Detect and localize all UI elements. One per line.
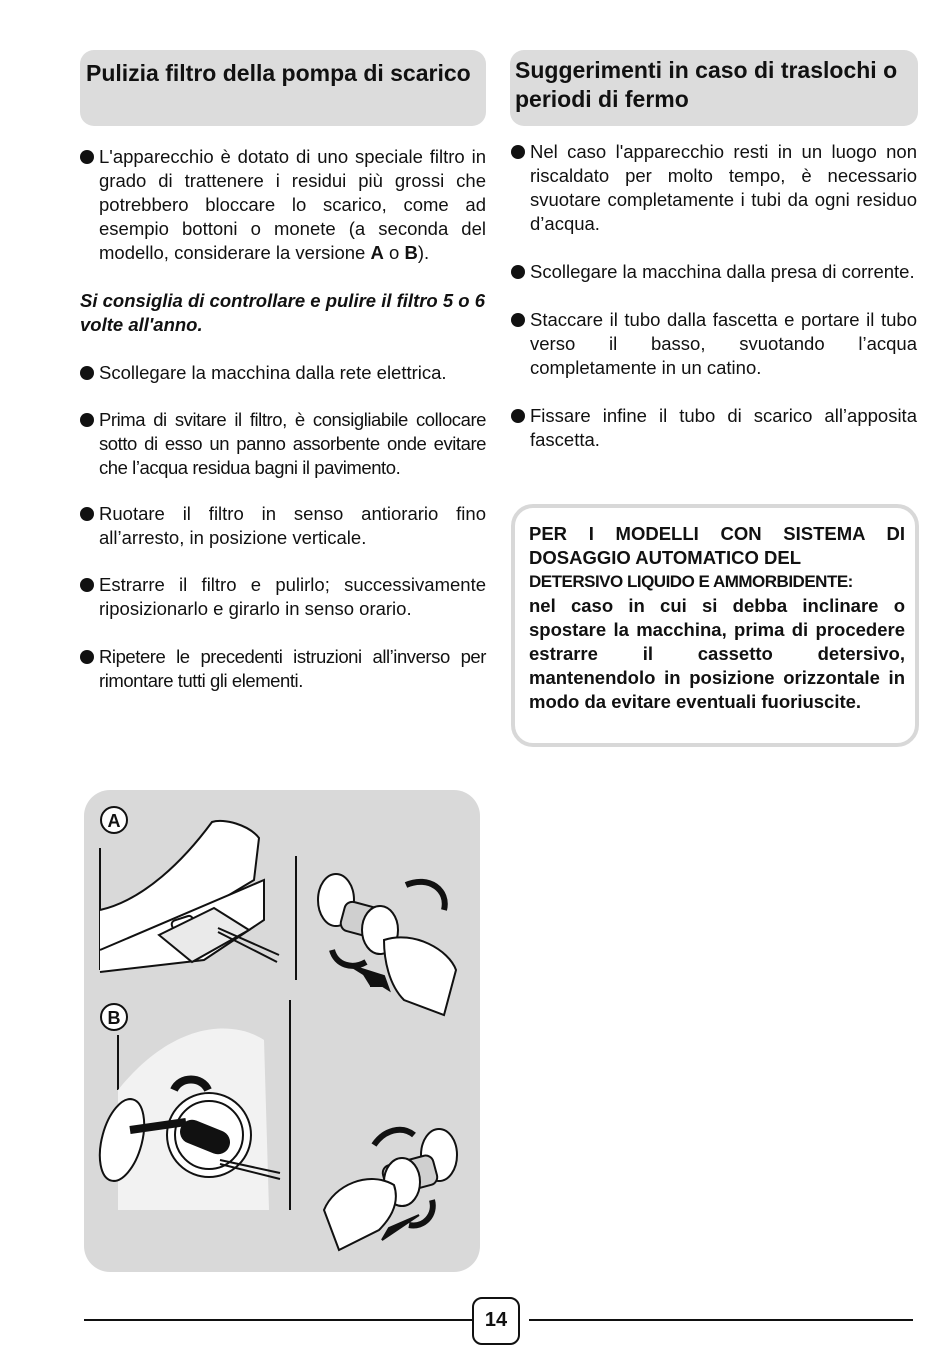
version-b-filter-hand-icon — [324, 1129, 457, 1250]
list-item: Prima di svitare il filtro, è consigliabile collocare sotto di esso un panno assorbente onde evitare che l’acqua residua bagni il pavimento. — [80, 408, 486, 480]
bullet-dot-icon — [511, 409, 525, 423]
page-number: 14 — [472, 1297, 520, 1345]
left-section-heading — [80, 50, 486, 126]
left-column — [80, 145, 486, 693]
bullet-dot-icon — [511, 265, 525, 279]
list-item: Ruotare il filtro in senso antiorario fino all’arresto, in posizione verticale. — [80, 502, 486, 550]
version-a-label: A — [370, 242, 384, 263]
filter-illustration — [84, 790, 480, 1272]
list-item: Ripetere le precedenti istruzioni all’inverso per rimontare tutti gli elementi. — [80, 645, 486, 693]
bullet-dot-icon — [80, 413, 94, 427]
version-a-filter-hand-icon — [318, 874, 456, 1015]
list-item: Staccare il tubo dalla fascetta e portare il tubo verso il basso, svuotando l’acqua completamente in un catino. — [511, 308, 917, 380]
list-item: Nel caso l'apparecchio resti in un luogo non riscaldato per molto tempo, è necessario svuotare completamente i tubi da ogni residuo d’acqua. — [511, 140, 917, 236]
list-item: Scollegare la macchina dalla rete elettrica. — [80, 361, 486, 385]
auto-dosing-warning-box — [511, 504, 919, 747]
cleaning-frequency-note: Si consiglia di controllare e pulire il filtro 5 o 6 volte all'anno. — [80, 290, 486, 335]
warning-subtitle: DETERSIVO LIQUIDO E AMMORBIDENTE: — [529, 572, 853, 591]
warning-body: nel caso in cui si debba inclinare o spostare la macchina, prima di procedere estrarre il cassetto detersivo, mantenendolo in posizione orizzontale in modo da evitare eventuali fuoriuscite. — [529, 595, 905, 712]
intro-paragraph: L'apparecchio è dotato di uno speciale filtro in grado di trattenere i residui più grossi che potrebbero bloccare lo scarico, come ad esempio bottoni o monete (a seconda del modello, considerare la versione A o B). — [80, 145, 486, 265]
warning-title: PER I MODELLI CON SISTEMA DI DOSAGGIO AUTOMATICO DEL — [529, 523, 905, 568]
footer-rule-left — [84, 1319, 472, 1321]
bullet-dot-icon — [511, 145, 525, 159]
version-b-machine-icon — [92, 1000, 290, 1210]
label-b: B — [107, 1008, 121, 1028]
list-item: Estrarre il filtro e pulirlo; successivamente riposizionarlo e girarlo in senso orario. — [80, 573, 486, 621]
right-heading-text: Suggerimenti in caso di traslochi o periodi di fermo — [515, 57, 898, 112]
warning-text — [529, 522, 905, 714]
right-column — [511, 140, 917, 452]
version-a-machine-icon — [100, 821, 296, 980]
left-heading-text: Pulizia filtro della pompa di scarico — [86, 60, 471, 86]
filter-illustration-drawing — [84, 790, 480, 1272]
bullet-dot-icon — [80, 578, 94, 592]
right-section-heading — [510, 50, 918, 126]
list-item: Fissare infine il tubo di scarico all’apposita fascetta. — [511, 404, 917, 452]
bullet-dot-icon — [80, 507, 94, 521]
bullet-dot-icon — [511, 313, 525, 327]
bullet-dot-icon — [80, 150, 94, 164]
bullet-dot-icon — [80, 366, 94, 380]
version-b-label: B — [404, 242, 418, 263]
bullet-dot-icon — [80, 650, 94, 664]
footer-rule-right — [529, 1319, 913, 1321]
label-a: A — [107, 811, 121, 831]
list-item: Scollegare la macchina dalla presa di corrente. — [511, 260, 917, 284]
